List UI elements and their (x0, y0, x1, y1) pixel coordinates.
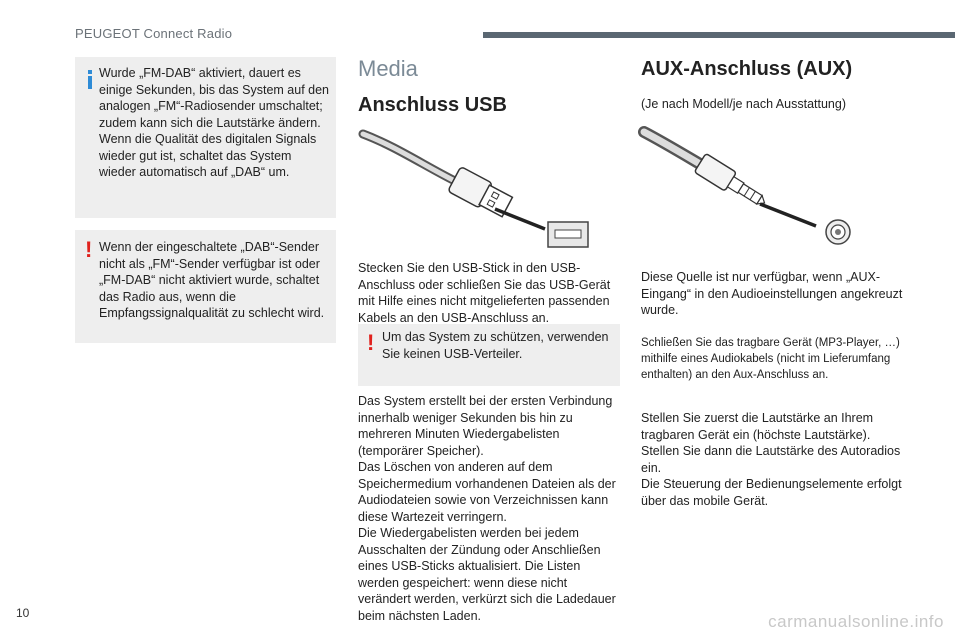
header-bar (483, 32, 955, 38)
aux-paragraph-2: Schließen Sie das tragbare Gerät (MP3-Player, …) mithilfe eines Audiokabels (nicht im Lieferumfang enthalten) an den Aux-Anschluss an. (641, 337, 900, 381)
watermark: carmanualsonline.info (768, 612, 944, 631)
aux-paragraph-5: Die Steuerung der Bedienungselemente erfolgt über das mobile Gerät. (641, 477, 902, 508)
usb-paragraph-2: Das System erstellt bei der ersten Verbindung innerhalb weniger Sekunden bis hin zu mehreren Minuten Wiedergabelisten (temporärer Speicher). (358, 394, 613, 458)
usb-warning-box (358, 324, 620, 386)
page-number: 10 (16, 606, 30, 620)
aux-paragraph-4: Stellen Sie dann die Lautstärke des Autoradios ein. (641, 444, 901, 475)
info-note-text: Wurde „FM-DAB“ aktiviert, dauert es einige Sekunden, bis das System auf den analogen „FM“-Radiosender umschaltet; zudem kann sich die Lautstärke ändern. Wenn die Qualität des digitalen Signals wieder gut ist, schaltet das System wieder automatisch auf „DAB“ um. (99, 66, 330, 179)
aux-illustration (638, 122, 858, 252)
warning-note-box (75, 230, 336, 343)
warning-icon: ! (367, 330, 375, 355)
info-note-box (75, 57, 336, 218)
aux-heading: AUX-Anschluss (AUX) (641, 58, 853, 80)
usb-paragraph-4: Die Wiedergabelisten werden bei jedem Ausschalten der Zündung oder Anschließen eines USB-Sticks aktualisiert. Die Listen werden gespeichert: wenn diese nicht verändert werden, verkürzt sich die Ladedauer beim nächsten Laden. (358, 526, 616, 623)
section-title: Media (358, 56, 418, 81)
aux-subtitle: (Je nach Modell/je nach Ausstattung) (641, 97, 846, 111)
running-header: PEUGEOT Connect Radio (75, 26, 233, 41)
aux-body-text (641, 410, 909, 509)
usb-paragraph-3: Das Löschen von anderen auf dem Speichermedium vorhandenen Dateien als der Audiodateien sowie von Verzeichnissen kann diese Wartezeit verringern. (358, 460, 616, 524)
aux-paragraph-1: Diese Quelle ist nur verfügbar, wenn „AUX-Eingang“ in den Audioeinstellungen angekreuzt wurde. (641, 270, 903, 317)
warning-icon: ! (85, 237, 93, 262)
usb-illustration (355, 126, 600, 251)
info-icon (88, 70, 92, 89)
usb-heading: Anschluss USB (358, 94, 507, 116)
usb-paragraph-1: Stecken Sie den USB-Stick in den USB-Anschluss oder schließen Sie das USB-Gerät mit Hilfe eines nicht mitgelieferten passenden Kabels an den USB-Anschluss an. (358, 261, 611, 325)
aux-paragraph-3: Stellen Sie zuerst die Lautstärke an Ihrem tragbaren Gerät ein (höchste Lautstärke). (641, 411, 874, 442)
usb-warning-text: Um das System zu schützen, verwenden Sie keinen USB-Verteiler. (382, 330, 609, 361)
usb-body-text (358, 393, 622, 624)
warning-note-text: Wenn der eingeschaltete „DAB“-Sender nicht als „FM“-Sender verfügbar ist oder „FM-DAB“ nicht aktiviert wurde, schaltet das Radio aus, wenn die Empfangssignalqualität zu schlecht wird. (99, 240, 325, 320)
